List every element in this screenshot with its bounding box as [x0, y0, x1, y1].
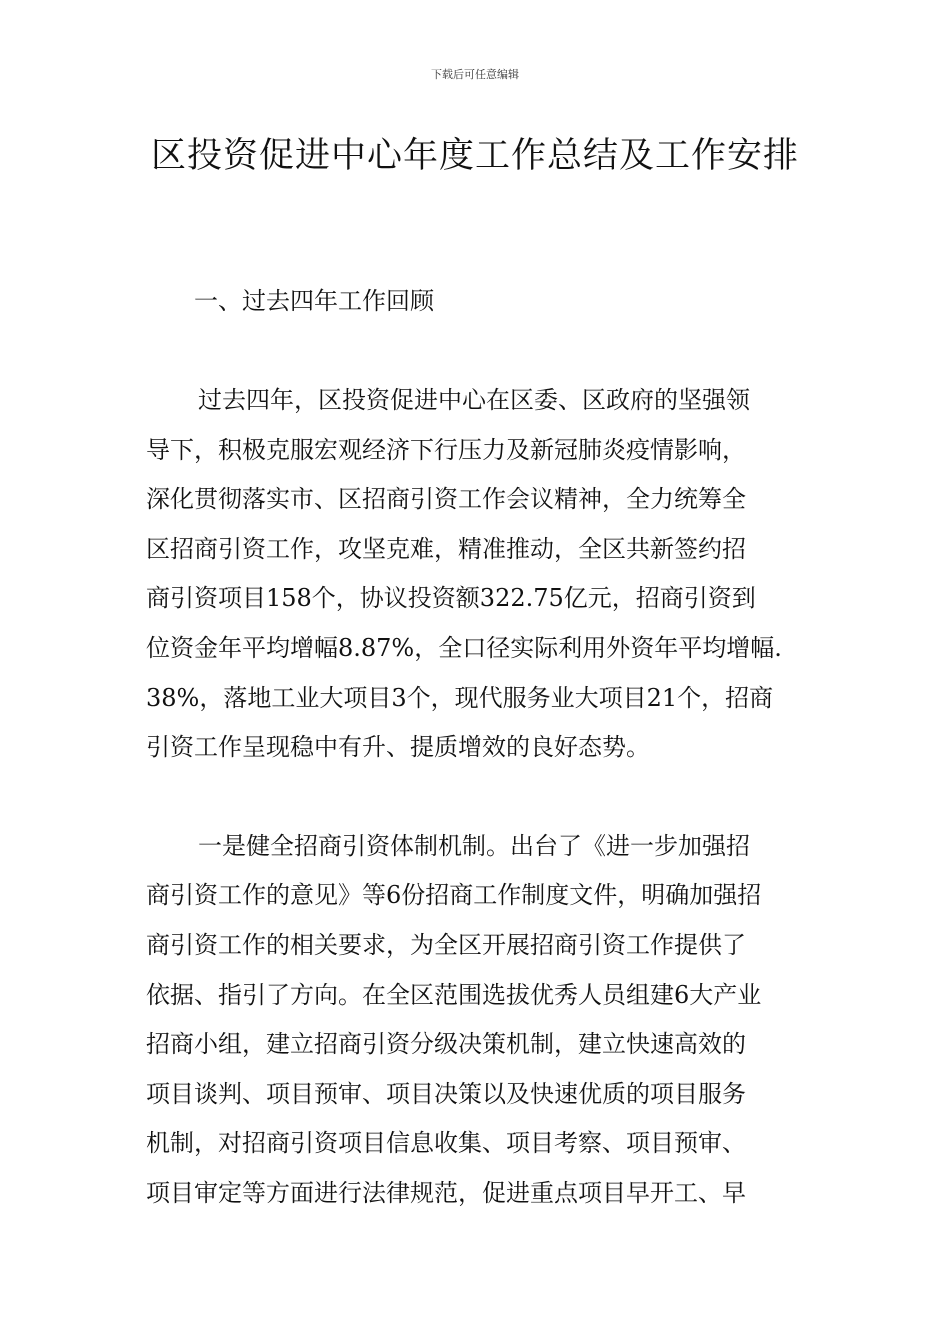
- paragraph-2: [146, 822, 806, 1219]
- paragraph-line: 招商小组，建立招商引资分级决策机制，建立快速高效的: [146, 1030, 746, 1059]
- paragraph-line: 区招商引资工作，攻坚克难，精准推动，全区共新签约招: [146, 534, 746, 563]
- paragraph-line: 38%，落地工业大项目3个，现代服务业大项目21个，招商: [146, 683, 774, 712]
- paragraph-line: 项目谈判、项目预审、项目决策以及快速优质的项目服务: [146, 1079, 746, 1108]
- paragraph-1: [146, 376, 806, 773]
- paragraph-line: 深化贯彻落实市、区招商引资工作会议精神，全力统筹全: [146, 485, 746, 514]
- header-note: 下载后可任意编辑: [431, 68, 519, 81]
- document-title: 区投资促进中心年度工作总结及工作安排: [150, 136, 799, 176]
- paragraph-line: 过去四年，区投资促进中心在区委、区政府的坚强领: [198, 386, 750, 414]
- document-body: [146, 276, 806, 1268]
- paragraph-line: 引资工作呈现稳中有升、提质增效的良好态势。: [146, 733, 650, 762]
- paragraph-line: 依据、指引了方向。在全区范围选拔优秀人员组建6大产业: [146, 980, 762, 1009]
- paragraph-line: 商引资项目158个，协议投资额322.75亿元，招商引资到: [146, 584, 756, 613]
- paragraph-line: 位资金年平均增幅8.87%，全口径实际利用外资年平均增幅.: [146, 633, 782, 662]
- paragraph-line: 商引资工作的意见》等6份招商工作制度文件，明确加强招: [146, 881, 762, 910]
- paragraph-line: 机制，对招商引资项目信息收集、项目考察、项目预审、: [146, 1129, 746, 1158]
- section-heading: 一、过去四年工作回顾: [194, 287, 434, 315]
- paragraph-line: 项目审定等方面进行法律规范，促进重点项目早开工、早: [146, 1178, 746, 1207]
- paragraph-line: 一是健全招商引资体制机制。出台了《进一步加强招: [198, 831, 750, 860]
- paragraph-line: 导下，积极克服宏观经济下行压力及新冠肺炎疫情影响，: [146, 435, 746, 464]
- paragraph-line: 商引资工作的相关要求，为全区开展招商引资工作提供了: [146, 930, 746, 959]
